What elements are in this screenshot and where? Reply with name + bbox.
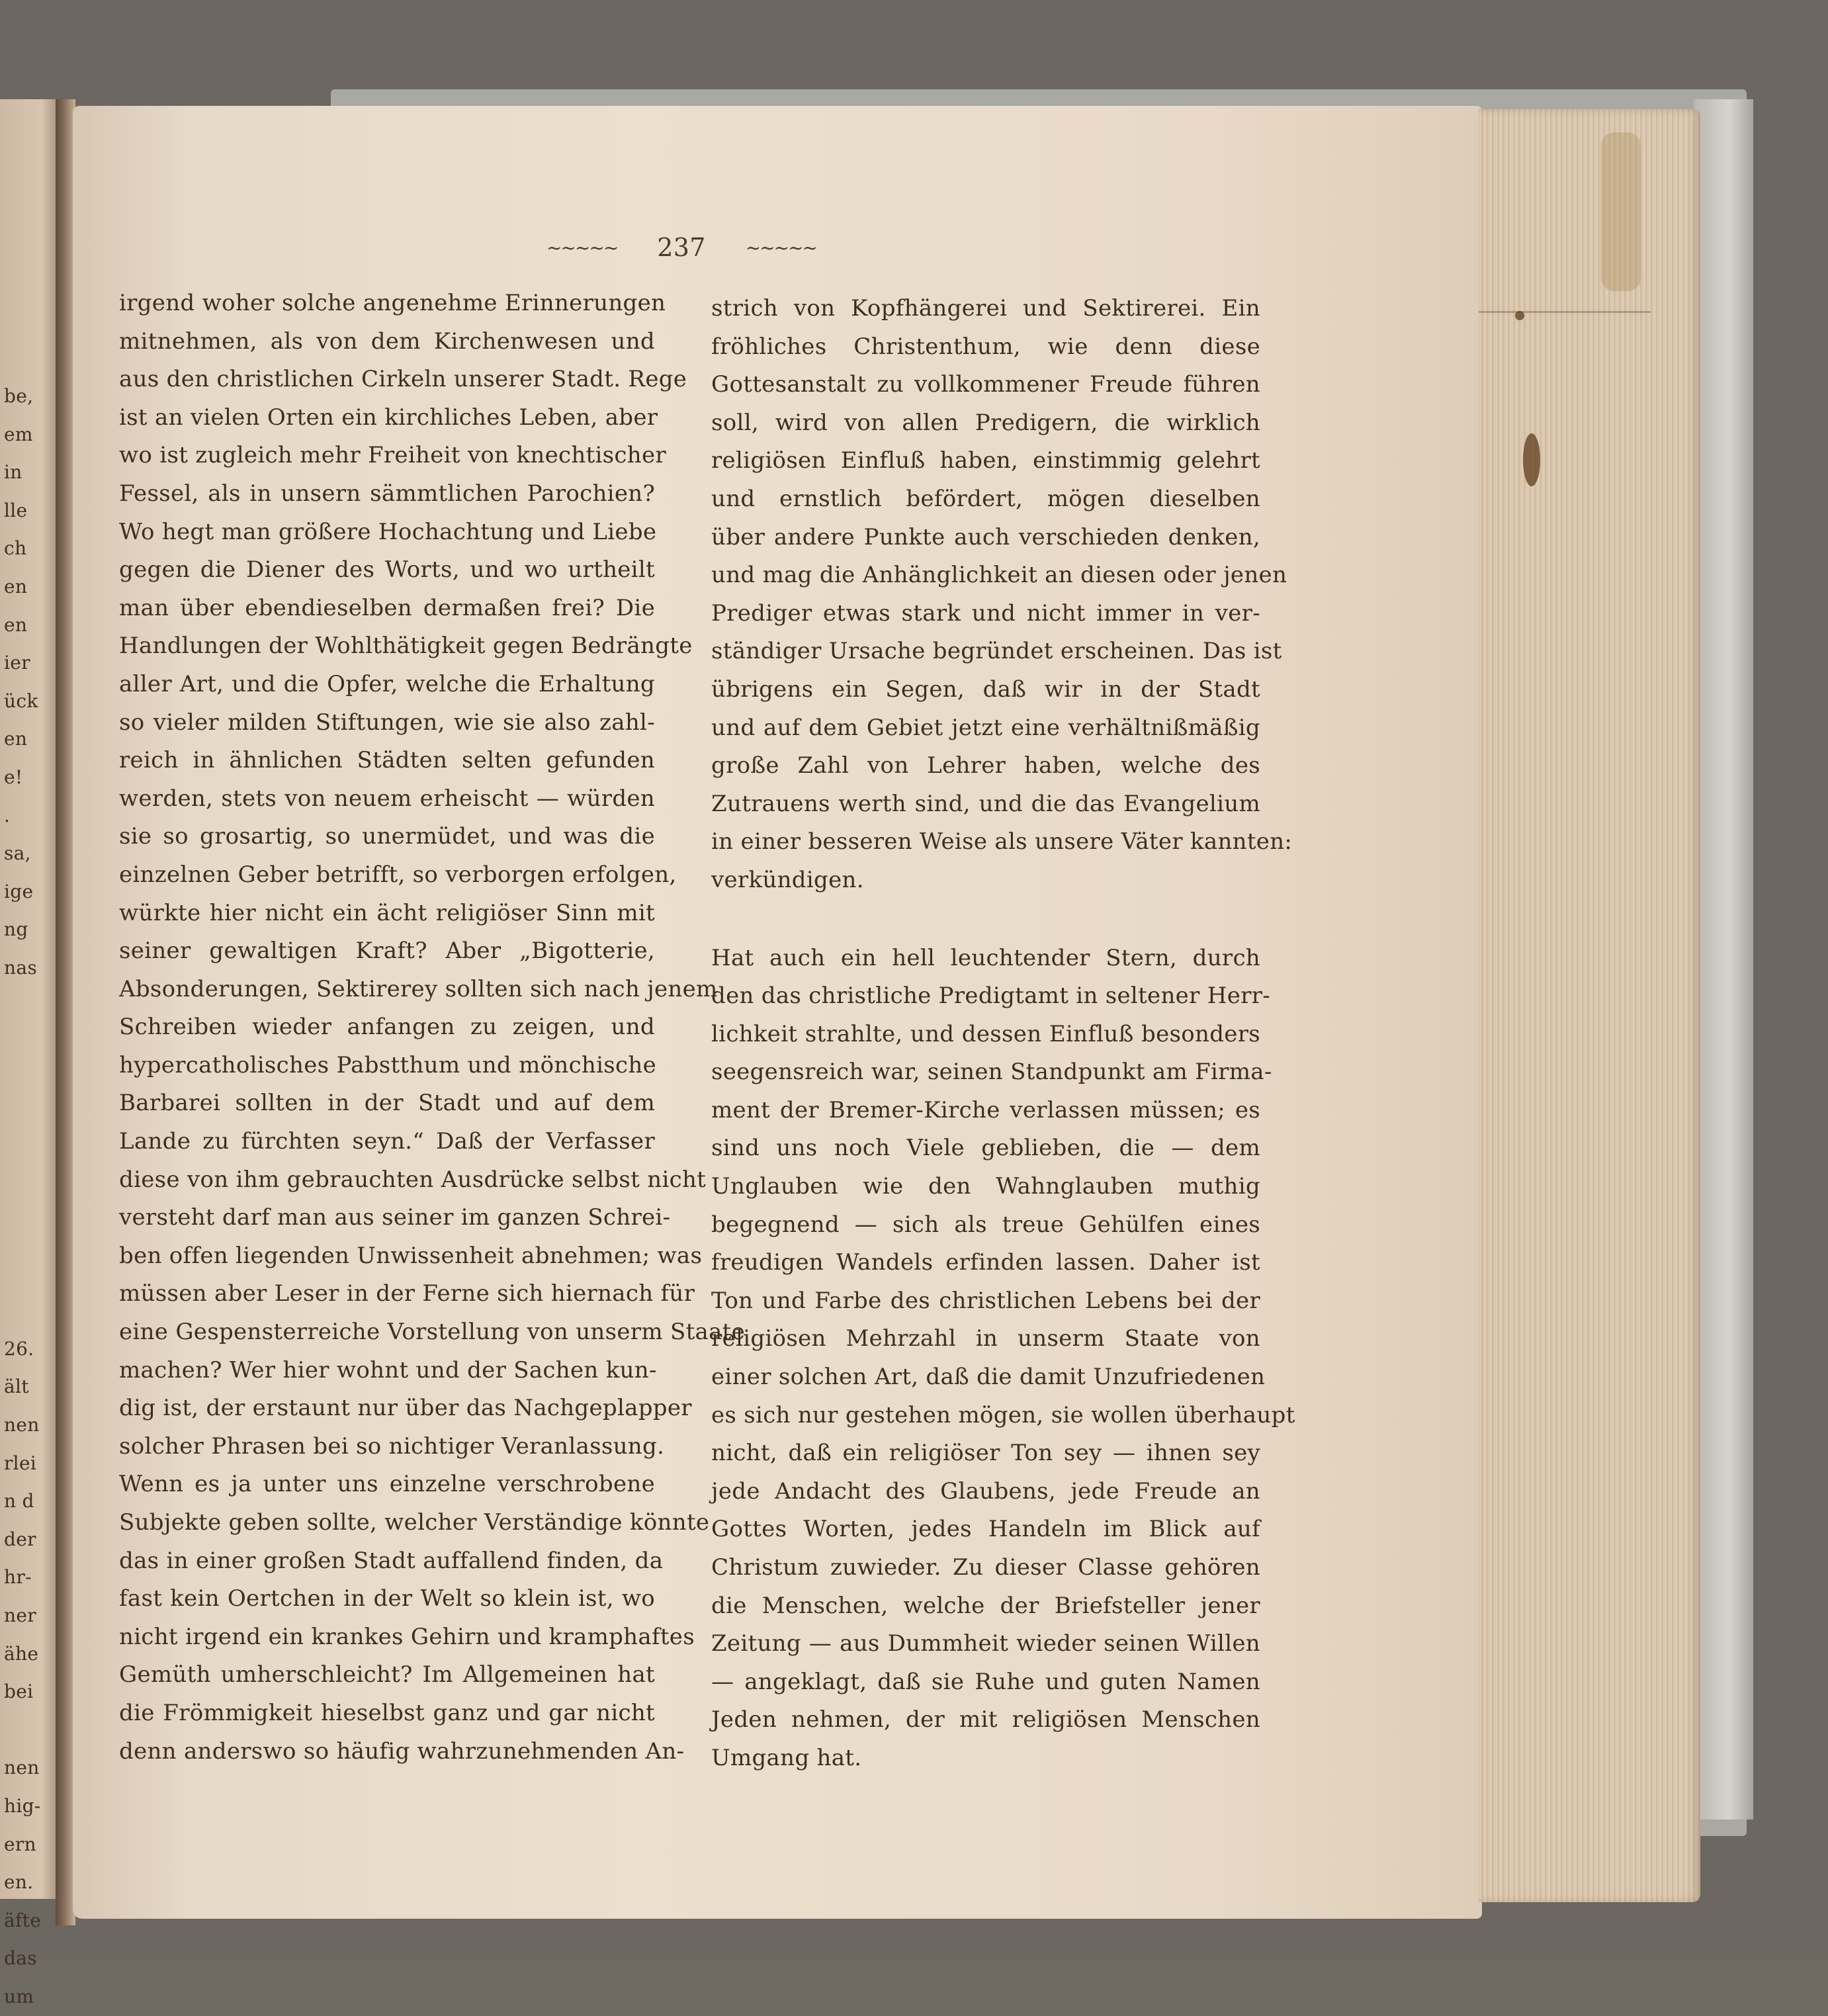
text-line: Fessel, als in unsern sämmtlichen Parochien? [119,480,655,507]
text-line: mitnehmen, als von dem Kirchenwesen und [119,328,655,355]
text-line: machen? Wer hier wohnt und der Sachen kun- [119,1356,657,1383]
facing-page-fragment [4,1254,57,1292]
facing-page-text-stubs [4,377,57,2016]
text-line: soll, wird von allen Predigern, die wirklich [711,409,1260,436]
facing-page-fragment: das [4,1947,37,1970]
text-line: einer solchen Art, daß die damit Unzufriedenen [711,1364,1266,1391]
facing-page-fragment [4,1292,57,1330]
facing-page-fragment [4,1711,57,1749]
text-line: dig ist, der erstaunt nur über das Nachgeplapper [119,1395,692,1422]
paragraph [711,290,1293,900]
text-line: Zeitung — aus Dummheit wieder seinen Willen [711,1630,1260,1657]
facing-page-fragment: nen [4,1414,40,1436]
facing-page-fragment: em [4,423,33,445]
page-fore-edge [1479,109,1700,1902]
text-line: Zutrauens werth sind, und die das Evangelium [711,790,1260,817]
facing-page-fragment: sa, [4,842,31,865]
facing-page-fragment: lle [4,499,28,521]
facing-page-fragment: bei [4,1681,34,1703]
text-line: irgend woher solche angenehme Erinnerungen [119,290,666,316]
text-line: solcher Phrasen bei so nichtiger Veranlassung. [119,1432,665,1460]
facing-page-fragment: nas [4,956,37,979]
text-line: so vieler milden Stiftungen, wie sie also zahl- [119,709,655,736]
text-line: Prediger etwas stark und nicht immer in ver- [711,599,1260,627]
facing-page-fragment: en [4,728,28,750]
running-header [516,232,847,265]
facing-page-fragment: um [4,1985,34,2007]
text-line: würkte hier nicht ein ächt religiöser Sinn mit [119,899,655,926]
text-line: aus den christlichen Cirkeln unserer Stadt. Rege [119,366,687,393]
text-line: über andere Punkte auch verschieden denken, [711,523,1260,550]
text-line: Absonderungen, Sektirerey sollten sich nach jenem [119,975,718,1002]
text-line: Gemüth umherschleicht? Im Allgemeinen hat [119,1661,655,1688]
facing-page-fragment: ück [4,689,38,712]
text-line: fröhliches Christenthum, wie denn diese [711,333,1260,360]
text-line: ben offen liegenden Unwissenheit abnehmen; was [119,1242,703,1269]
text-line: denn anderswo so häufig wahrzunehmenden An- [119,1737,685,1765]
text-line: sind uns noch Viele geblieben, die — dem [711,1135,1260,1162]
text-line: begegnend — sich als treue Gehülfen eines [711,1211,1260,1238]
ink-stain [1523,433,1540,486]
text-line: und ernstlich befördert, mögen dieselben [711,485,1260,512]
facing-page-fragment: n d [4,1490,34,1512]
text-line: gegen die Diener des Worts, und wo urtheilt [119,556,655,584]
text-line: und auf dem Gebiet jetzt eine verhältnißmäßig [711,714,1260,741]
facing-page-fragment: en. [4,1871,34,1894]
text-line: die Menschen, welche der Briefsteller jener [711,1592,1260,1619]
text-line: es sich nur gestehen mögen, sie wollen überhaupt [711,1401,1295,1428]
facing-page-fragment: be, [4,385,34,407]
text-line: religiösen Mehrzahl in unserm Staate von [711,1325,1260,1352]
text-line: freudigen Wandels erfinden lassen. Daher ist [711,1249,1260,1276]
text-line: und mag die Anhänglichkeit an diesen oder jenen [711,562,1287,589]
text-line: Lande zu fürchten seyn.“ Daß der Verfasser [119,1128,655,1155]
text-line: einzelnen Geber betrifft, so verborgen erfolgen, [119,861,677,888]
text-line: lichkeit strahlte, und dessen Einfluß besonders [711,1020,1260,1047]
facing-page-fragment [4,1101,57,1139]
text-line: Gottes Worten, jedes Handeln im Blick auf [711,1516,1260,1543]
text-line: Barbarei sollten in der Stadt und auf dem [119,1090,655,1117]
text-line: versteht darf man aus seiner im ganzen Schrei- [119,1204,671,1231]
text-line: müssen aber Leser in der Ferne sich hiernach für [119,1280,695,1307]
facing-page-fragment: rlei [4,1452,37,1474]
text-line: sie so grosartig, so unermüdet, und was die [119,823,655,850]
text-line: Jeden nehmen, der mit religiösen Menschen [711,1706,1260,1733]
facing-page-fragment [4,1215,57,1254]
text-line: werden, stets von neuem erheischt — würden [119,785,655,812]
text-line: den das christliche Predigtamt in seltener Herr- [711,983,1271,1010]
text-line: religiösen Einfluß haben, einstimmig gelehrt [711,447,1260,474]
facing-page-fragment [4,1139,57,1178]
text-line: große Zahl von Lehrer haben, welche des [711,752,1260,779]
text-line: die Frömmigkeit hieselbst ganz und gar nicht [119,1699,655,1726]
header-ornament-left: ~~~~~ [546,237,618,259]
text-line: Gottesanstalt zu vollkommener Freude führen [711,371,1260,398]
facing-page-fragment [4,987,57,1026]
text-line: nicht, daß ein religiöser Ton sey — ihnen sey [711,1440,1260,1467]
text-line: Handlungen der Wohlthätigkeit gegen Bedrängte [119,633,693,660]
text-line: das in einer großen Stadt auffallend finden, da [119,1547,664,1574]
facing-page-fragment: en [4,575,28,597]
ink-stain [1515,311,1524,320]
text-line: Hat auch ein hell leuchtender Stern, durch [711,944,1260,971]
text-line: reich in ähnlichen Städten selten gefunden [119,747,655,774]
text-line: — angeklagt, daß sie Ruhe und guten Namen [711,1668,1260,1695]
text-line: übrigens ein Segen, daß wir in der Stadt [711,676,1260,703]
text-line: ständiger Ursache begründet erscheinen. Das ist [711,638,1282,665]
facing-page-fragment: ch [4,537,27,560]
text-line: seiner gewaltigen Kraft? Aber „Bigotterie, [119,938,655,965]
facing-page-fragment: en [4,613,28,636]
text-line: Subjekte geben sollte, welcher Verständige könnte [119,1509,710,1536]
facing-page-fragment: ern [4,1833,36,1855]
fore-edge-discoloration [1601,132,1641,291]
facing-page-fragment: . [4,804,11,826]
text-line: ment der Bremer-Kirche verlassen müssen; es [711,1096,1260,1123]
text-line: in einer besseren Weise als unsere Väter kannten: [711,828,1293,855]
facing-page-fragment: ige [4,880,34,902]
facing-page-fragment: äfte [4,1909,42,1931]
text-line: nicht irgend ein krankes Gehirn und kramphaftes [119,1623,695,1650]
text-line: ist an vielen Orten ein kirchliches Leben, aber [119,404,658,431]
text-line: seegensreich war, seinen Standpunkt am Firma- [711,1059,1272,1086]
text-line: man über ebendieselben dermaßen frei? Die [119,594,655,621]
text-column-right [711,290,1295,1778]
paragraph-gap [711,900,1260,940]
facing-page-fragment: hr- [4,1566,32,1589]
text-line: strich von Kopfhängerei und Sektirerei. Ein [711,295,1260,322]
text-line: Ton und Farbe des christlichen Lebens bei der [711,1287,1260,1314]
text-line: Wenn es ja unter uns einzelne verschrobene [119,1471,655,1498]
fore-edge-mark [1479,311,1651,313]
text-line: fast kein Oertchen in der Welt so klein ist, wo [119,1585,655,1612]
facing-page-edge [0,99,60,2007]
text-line: Schreiben wieder anfangen zu zeigen, und [119,1014,655,1041]
text-line: verkündigen. [711,866,864,893]
page-number: 237 [657,233,706,263]
facing-page-fragment: in [4,461,22,484]
facing-page-fragment: hig- [4,1794,41,1817]
facing-page-fragment: 26. [4,1337,34,1360]
facing-page-fragment: ner [4,1604,36,1626]
facing-page-fragment: ier [4,652,30,674]
facing-page-fragment: der [4,1528,36,1550]
text-line: Wo hegt man größere Hochachtung und Liebe [119,518,657,545]
text-line: hypercatholisches Pabstthum und mönchische [119,1051,656,1078]
facing-page-fragment [4,1063,57,1102]
paragraph [711,940,1295,1778]
header-ornament-right: ~~~~~ [745,237,817,259]
text-line: aller Art, und die Opfer, welche die Erhaltung [119,670,655,697]
text-column-left [119,285,746,1771]
text-line: Umgang hat. [711,1744,862,1771]
facing-page-fragment: e! [4,766,23,788]
book-cover-edge [1694,99,1753,1819]
text-line: jede Andacht des Glaubens, jede Freude an [711,1477,1260,1505]
facing-page-fragment: ähe [4,1642,39,1665]
text-line: Unglauben wie den Wahnglauben muthig [711,1173,1260,1200]
facing-page-fragment [4,1177,57,1215]
text-line: wo ist zugleich mehr Freiheit von knechtischer [119,442,666,469]
text-line: diese von ihm gebrauchten Ausdrücke selbst nicht [119,1166,707,1193]
text-line: eine Gespensterreiche Vorstellung von unserm Staate [119,1319,746,1346]
facing-page-fragment: ält [4,1376,29,1398]
facing-page-fragment [4,1025,57,1063]
text-line: Christum zuwieder. Zu dieser Classe gehören [711,1554,1260,1581]
facing-page-fragment: nen [4,1757,40,1779]
facing-page-fragment: ng [4,918,28,941]
